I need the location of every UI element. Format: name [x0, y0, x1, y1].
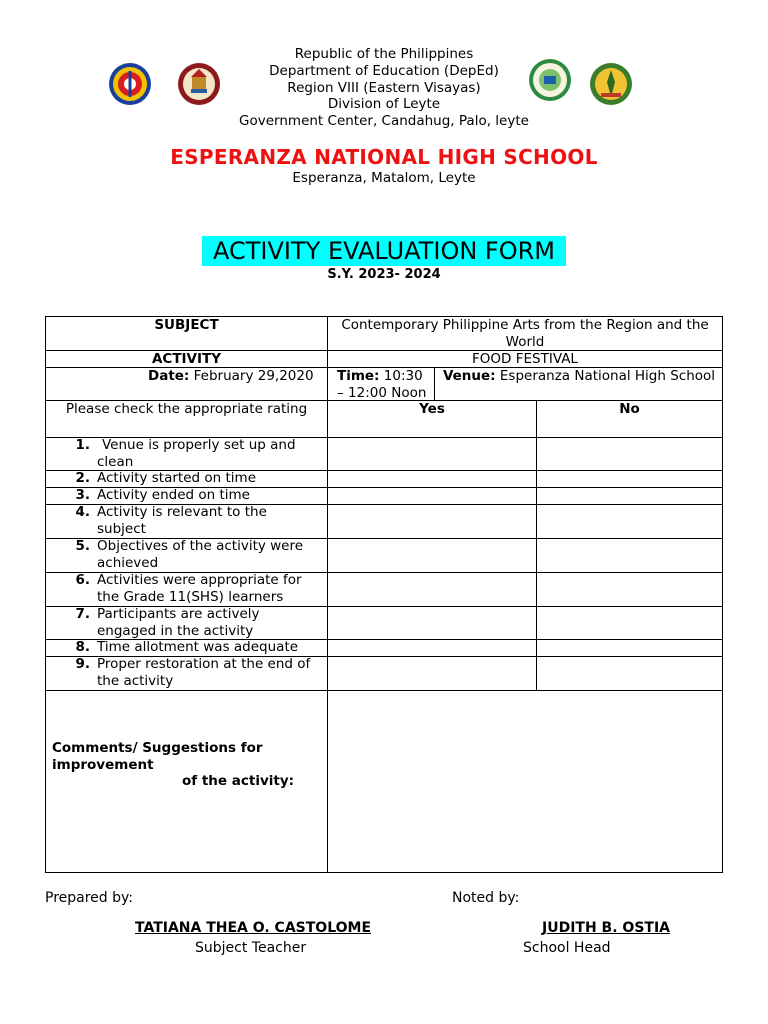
item-text: Time allotment was adequate	[97, 639, 299, 655]
noter-name: JUDITH B. OSTIA	[542, 920, 670, 936]
item-text: Activity is relevant to the subject	[97, 504, 267, 537]
item-text: Venue is properly set up and clean	[97, 437, 296, 470]
activity-value: FOOD FESTIVAL	[472, 351, 578, 367]
no-column-header: No	[619, 401, 640, 417]
preparer-name: TATIANA THEA O. CASTOLOME	[135, 920, 372, 936]
venue-label: Venue:	[442, 368, 496, 384]
header-division: Division of Leyte	[327, 96, 441, 112]
item-number: 3.	[75, 487, 90, 503]
time-value: 10:30 – 12:00 Noon	[337, 368, 427, 401]
item-number: 5.	[75, 538, 90, 554]
list-item	[46, 639, 327, 656]
list-item	[46, 437, 327, 470]
list-item	[46, 504, 327, 538]
school-address: Esperanza, Matalom, Leyte	[292, 170, 476, 186]
item-text: Objectives of the activity were achieved	[97, 538, 304, 571]
item-number: 6.	[75, 572, 90, 588]
list-item	[46, 606, 327, 639]
preparer-role: Subject Teacher	[195, 940, 307, 956]
subject-label: SUBJECT	[154, 317, 219, 333]
school-name: ESPERANZA NATIONAL HIGH SCHOOL	[170, 145, 598, 169]
comments-label-continued: of the activity:	[182, 773, 295, 789]
comments-label: Comments/ Suggestions for improvement	[52, 740, 263, 773]
item-number: 1.	[75, 437, 90, 453]
header-address: Government Center, Candahug, Palo, leyte	[239, 113, 529, 129]
list-item	[46, 572, 327, 606]
school-year: S.Y. 2023- 2024	[327, 267, 441, 282]
list-item	[46, 470, 327, 487]
subject-value: Contemporary Philippine Arts from the Region and the World	[341, 317, 709, 350]
date-label: Date:	[148, 368, 190, 384]
item-number: 8.	[75, 639, 90, 655]
list-item	[46, 656, 327, 690]
activity-label: ACTIVITY	[151, 351, 222, 367]
header-department: Department of Education (DepEd)	[269, 63, 499, 79]
item-number: 7.	[75, 606, 90, 622]
item-number: 2.	[75, 470, 90, 486]
list-item	[46, 487, 327, 504]
item-number: 9.	[75, 656, 90, 672]
venue-value: Esperanza National High School	[499, 368, 716, 384]
noted-by-label: Noted by:	[452, 890, 520, 906]
date-field	[148, 368, 324, 385]
item-text: Activity ended on time	[97, 487, 250, 503]
time-field	[337, 368, 433, 401]
comments-field[interactable]	[328, 691, 722, 872]
header-republic: Republic of the Philippines	[294, 46, 474, 62]
item-text: Activity started on time	[97, 470, 256, 486]
prepared-by-label: Prepared by:	[45, 890, 133, 906]
form-title: ACTIVITY EVALUATION FORM	[202, 236, 566, 266]
item-text: Participants are actively engaged in the activity	[97, 606, 260, 639]
item-number: 4.	[75, 504, 90, 520]
venue-field	[440, 368, 718, 385]
yes-column-header: Yes	[419, 401, 445, 417]
time-label: Time:	[337, 368, 380, 384]
header-region: Region VIII (Eastern Visayas)	[287, 80, 481, 96]
rating-instruction: Please check the appropriate rating	[65, 401, 308, 417]
item-text: Activities were appropriate for the Grade 11(SHS) learners	[97, 572, 302, 605]
noter-role: School Head	[523, 940, 611, 956]
item-text: Proper restoration at the end of the activity	[97, 656, 311, 689]
list-item	[46, 538, 327, 572]
date-value: February 29,2020	[193, 368, 314, 384]
